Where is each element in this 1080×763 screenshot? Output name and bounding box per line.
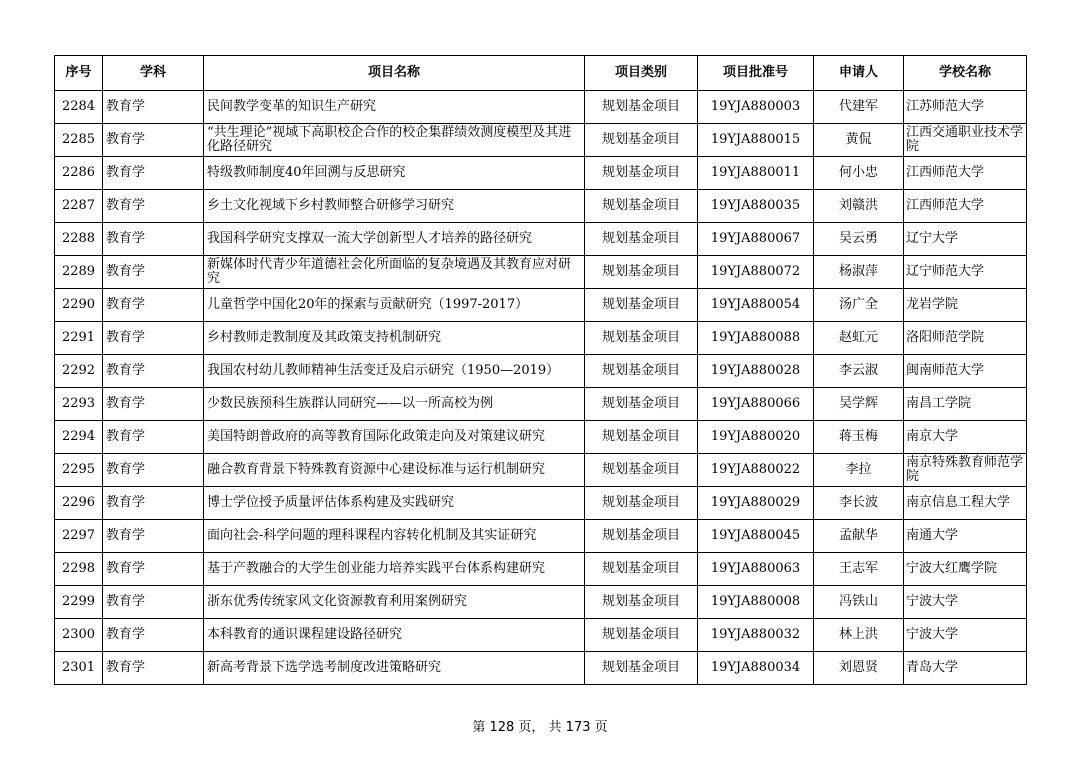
row-approval-number: 19YJA880022 — [698, 454, 814, 487]
row-project-name: 本科教育的通识课程建设路径研究 — [204, 619, 585, 652]
row-project-category: 规划基金项目 — [585, 421, 698, 454]
row-approval-number: 19YJA880028 — [698, 355, 814, 388]
row-subject: 教育学 — [103, 124, 204, 157]
row-project-name: 浙东优秀传统家风文化资源教育利用案例研究 — [204, 586, 585, 619]
row-school-name: 辽宁师范大学 — [904, 256, 1027, 289]
row-applicant: 黄侃 — [814, 124, 904, 157]
row-project-category: 规划基金项目 — [585, 256, 698, 289]
row-applicant: 蒋玉梅 — [814, 421, 904, 454]
row-serial-number: 2285 — [55, 124, 103, 157]
row-project-name: 博士学位授予质量评估体系构建及实践研究 — [204, 487, 585, 520]
table-row — [55, 124, 1027, 157]
row-applicant: 孟献华 — [814, 520, 904, 553]
row-school-name: 江苏师范大学 — [904, 91, 1027, 124]
row-approval-number: 19YJA880003 — [698, 91, 814, 124]
table-row — [55, 586, 1027, 619]
row-applicant: 代建军 — [814, 91, 904, 124]
row-approval-number: 19YJA880034 — [698, 652, 814, 685]
row-approval-number: 19YJA880032 — [698, 619, 814, 652]
row-project-name: 少数民族预科生族群认同研究——以一所高校为例 — [204, 388, 585, 421]
row-subject: 教育学 — [103, 190, 204, 223]
row-applicant: 赵虹元 — [814, 322, 904, 355]
row-serial-number: 2300 — [55, 619, 103, 652]
row-approval-number: 19YJA880063 — [698, 553, 814, 586]
table-row — [55, 421, 1027, 454]
row-approval-number: 19YJA880072 — [698, 256, 814, 289]
row-approval-number: 19YJA880011 — [698, 157, 814, 190]
row-approval-number: 19YJA880029 — [698, 487, 814, 520]
row-project-name: 新高考背景下选学选考制度改进策略研究 — [204, 652, 585, 685]
row-applicant: 汤广全 — [814, 289, 904, 322]
row-school-name: 江西师范大学 — [904, 190, 1027, 223]
row-applicant: 吴学辉 — [814, 388, 904, 421]
row-school-name: 闽南师范大学 — [904, 355, 1027, 388]
row-project-category: 规划基金项目 — [585, 190, 698, 223]
table-row — [55, 322, 1027, 355]
row-serial-number: 2291 — [55, 322, 103, 355]
row-subject: 教育学 — [103, 355, 204, 388]
project-table — [54, 55, 1027, 685]
table-row — [55, 487, 1027, 520]
row-school-name: 江西交通职业技术学院 — [904, 124, 1027, 157]
row-approval-number: 19YJA880067 — [698, 223, 814, 256]
row-school-name: 南京大学 — [904, 421, 1027, 454]
row-school-name: 青岛大学 — [904, 652, 1027, 685]
table-row — [55, 619, 1027, 652]
row-applicant: 王志军 — [814, 553, 904, 586]
row-applicant: 刘赣洪 — [814, 190, 904, 223]
header-serial-number: 序号 — [55, 56, 103, 91]
row-project-category: 规划基金项目 — [585, 322, 698, 355]
row-applicant: 刘恩贤 — [814, 652, 904, 685]
row-school-name: 南京信息工程大学 — [904, 487, 1027, 520]
table-row — [55, 388, 1027, 421]
row-serial-number: 2286 — [55, 157, 103, 190]
row-subject: 教育学 — [103, 289, 204, 322]
row-subject: 教育学 — [103, 520, 204, 553]
header-applicant: 申请人 — [814, 56, 904, 91]
row-subject: 教育学 — [103, 454, 204, 487]
table-row — [55, 652, 1027, 685]
row-project-category: 规划基金项目 — [585, 289, 698, 322]
row-approval-number: 19YJA880035 — [698, 190, 814, 223]
row-project-name: 乡土文化视域下乡村教师整合研修学习研究 — [204, 190, 585, 223]
row-project-name: 民间教学变革的知识生产研究 — [204, 91, 585, 124]
row-project-category: 规划基金项目 — [585, 586, 698, 619]
row-project-name: 美国特朗普政府的高等教育国际化政策走向及对策建议研究 — [204, 421, 585, 454]
row-approval-number: 19YJA880054 — [698, 289, 814, 322]
row-serial-number: 2289 — [55, 256, 103, 289]
project-table-container — [54, 55, 1026, 685]
row-school-name: 宁波大学 — [904, 619, 1027, 652]
row-serial-number: 2290 — [55, 289, 103, 322]
row-serial-number: 2288 — [55, 223, 103, 256]
row-approval-number: 19YJA880008 — [698, 586, 814, 619]
row-project-category: 规划基金项目 — [585, 124, 698, 157]
row-subject: 教育学 — [103, 421, 204, 454]
row-subject: 教育学 — [103, 586, 204, 619]
row-serial-number: 2287 — [55, 190, 103, 223]
row-serial-number: 2301 — [55, 652, 103, 685]
page-number-footer: 第 128 页， 共 173 页 — [472, 720, 608, 735]
row-school-name: 南昌工学院 — [904, 388, 1027, 421]
row-school-name: 洛阳师范学院 — [904, 322, 1027, 355]
header-project-name: 项目名称 — [204, 56, 585, 91]
table-row — [55, 256, 1027, 289]
row-project-category: 规划基金项目 — [585, 91, 698, 124]
table-body — [55, 91, 1027, 685]
table-header-row — [55, 56, 1027, 91]
table-row — [55, 223, 1027, 256]
table-row — [55, 355, 1027, 388]
row-serial-number: 2284 — [55, 91, 103, 124]
row-project-category: 规划基金项目 — [585, 454, 698, 487]
row-project-name: 新媒体时代青少年道德社会化所面临的复杂境遇及其教育应对研究 — [204, 256, 585, 289]
row-project-name: 儿童哲学中国化20年的探索与贡献研究（1997-2017） — [204, 289, 585, 322]
row-project-name: “共生理论”视域下高职校企合作的校企集群绩效测度模型及其进化路径研究 — [204, 124, 585, 157]
row-school-name: 宁波大红鹰学院 — [904, 553, 1027, 586]
header-project-category: 项目类别 — [585, 56, 698, 91]
table-row — [55, 157, 1027, 190]
row-school-name: 江西师范大学 — [904, 157, 1027, 190]
row-applicant: 何小忠 — [814, 157, 904, 190]
row-project-name: 乡村教师走教制度及其政策支持机制研究 — [204, 322, 585, 355]
row-project-category: 规划基金项目 — [585, 619, 698, 652]
row-school-name: 宁波大学 — [904, 586, 1027, 619]
row-school-name: 南京特殊教育师范学院 — [904, 454, 1027, 487]
row-project-category: 规划基金项目 — [585, 487, 698, 520]
row-school-name: 辽宁大学 — [904, 223, 1027, 256]
row-project-name: 特级教师制度40年回溯与反思研究 — [204, 157, 585, 190]
row-school-name: 龙岩学院 — [904, 289, 1027, 322]
row-subject: 教育学 — [103, 487, 204, 520]
row-subject: 教育学 — [103, 256, 204, 289]
row-project-category: 规划基金项目 — [585, 520, 698, 553]
table-row — [55, 454, 1027, 487]
row-approval-number: 19YJA880066 — [698, 388, 814, 421]
row-serial-number: 2299 — [55, 586, 103, 619]
table-row — [55, 520, 1027, 553]
row-project-category: 规划基金项目 — [585, 388, 698, 421]
row-serial-number: 2297 — [55, 520, 103, 553]
table-row — [55, 289, 1027, 322]
row-subject: 教育学 — [103, 157, 204, 190]
header-approval-number: 项目批准号 — [698, 56, 814, 91]
row-applicant: 李云淑 — [814, 355, 904, 388]
row-project-category: 规划基金项目 — [585, 223, 698, 256]
row-project-category: 规划基金项目 — [585, 553, 698, 586]
row-applicant: 吴云勇 — [814, 223, 904, 256]
row-applicant: 林上洪 — [814, 619, 904, 652]
row-approval-number: 19YJA880088 — [698, 322, 814, 355]
row-subject: 教育学 — [103, 322, 204, 355]
row-applicant: 李拉 — [814, 454, 904, 487]
row-serial-number: 2294 — [55, 421, 103, 454]
row-subject: 教育学 — [103, 388, 204, 421]
row-subject: 教育学 — [103, 91, 204, 124]
row-subject: 教育学 — [103, 553, 204, 586]
row-approval-number: 19YJA880045 — [698, 520, 814, 553]
row-approval-number: 19YJA880015 — [698, 124, 814, 157]
row-serial-number: 2292 — [55, 355, 103, 388]
row-project-name: 基于产教融合的大学生创业能力培养实践平台体系构建研究 — [204, 553, 585, 586]
row-subject: 教育学 — [103, 652, 204, 685]
row-serial-number: 2293 — [55, 388, 103, 421]
row-approval-number: 19YJA880020 — [698, 421, 814, 454]
row-serial-number: 2295 — [55, 454, 103, 487]
row-project-name: 我国科学研究支撑双一流大学创新型人才培养的路径研究 — [204, 223, 585, 256]
header-school-name: 学校名称 — [904, 56, 1027, 91]
row-subject: 教育学 — [103, 223, 204, 256]
table-row — [55, 91, 1027, 124]
row-project-name: 我国农村幼儿教师精神生活变迁及启示研究（1950—2019） — [204, 355, 585, 388]
row-project-category: 规划基金项目 — [585, 157, 698, 190]
row-serial-number: 2296 — [55, 487, 103, 520]
row-project-category: 规划基金项目 — [585, 355, 698, 388]
row-subject: 教育学 — [103, 619, 204, 652]
table-row — [55, 553, 1027, 586]
row-project-name: 融合教育背景下特殊教育资源中心建设标准与运行机制研究 — [204, 454, 585, 487]
row-applicant: 冯铁山 — [814, 586, 904, 619]
row-project-category: 规划基金项目 — [585, 652, 698, 685]
row-project-name: 面向社会-科学问题的理科课程内容转化机制及其实证研究 — [204, 520, 585, 553]
row-school-name: 南通大学 — [904, 520, 1027, 553]
header-subject: 学科 — [103, 56, 204, 91]
row-applicant: 杨淑萍 — [814, 256, 904, 289]
row-serial-number: 2298 — [55, 553, 103, 586]
table-row — [55, 190, 1027, 223]
row-applicant: 李长波 — [814, 487, 904, 520]
